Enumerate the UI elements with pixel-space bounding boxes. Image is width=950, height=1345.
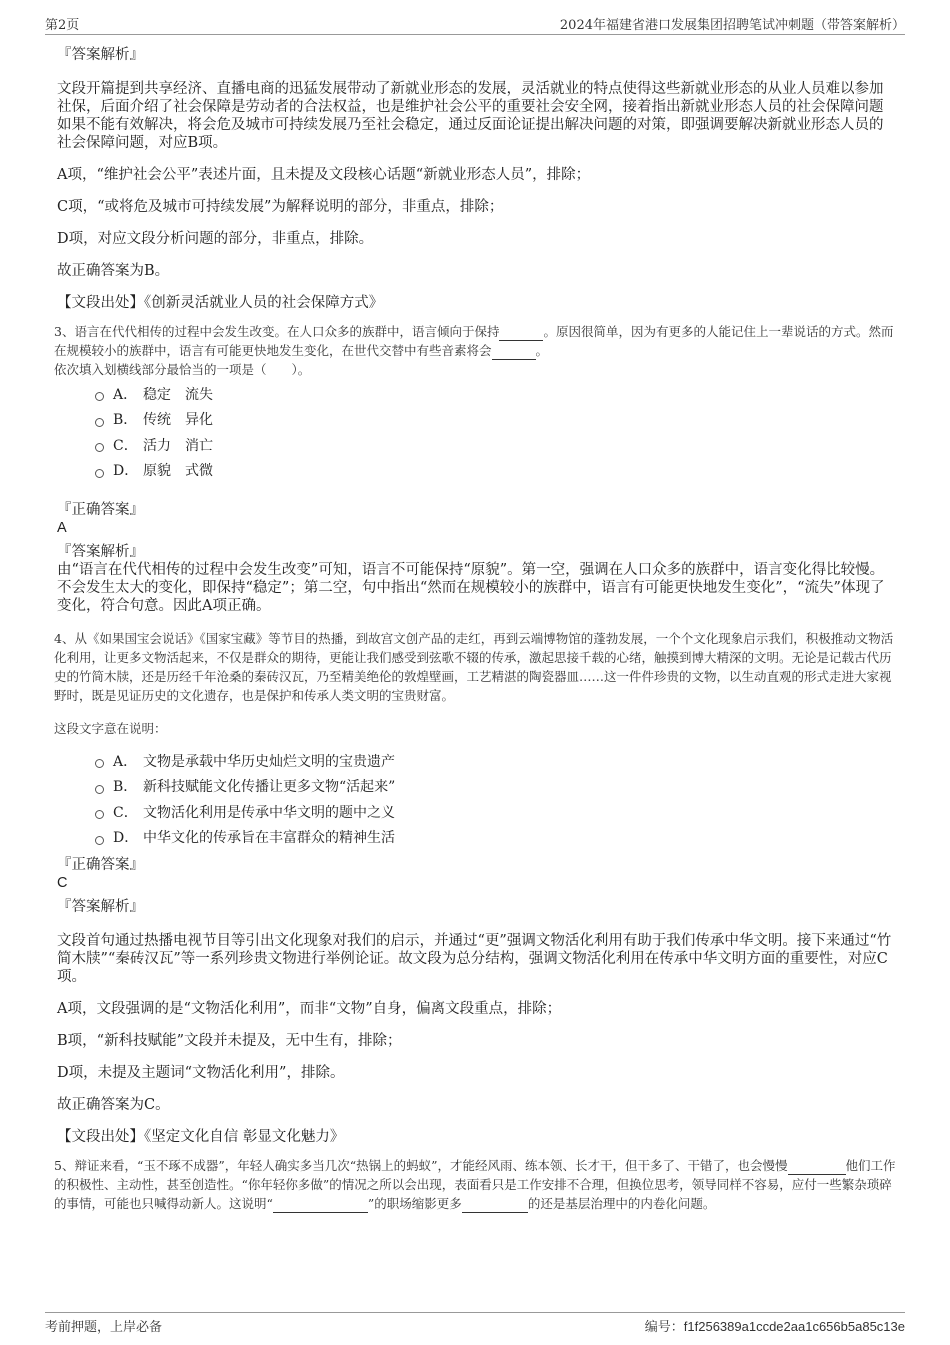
analysis-text: 文段开篇提到共享经济、直播电商的迅猛发展带动了新就业形态的发展，灵活就业的特点使得这些新就业形态的从业人员难以参加社保，后面介绍了社会保障是劳动者的合法权益，也是维护社会公平的重要社会安全网，接着指出新就业形态人员的社会保障问题如果不能有效解决，将会危及城市可持续发展乃至社会稳定，通过反面论证提出解决问题的对策，即强调要解决新就业形态人员的社会保障问题，对应B项。 [57,81,884,151]
document-title: 2024年福建省港口发展集团招聘笔试冲刺题（带答案解析） [559,18,905,33]
question-4-prompt: 这段文字意在说明： [54,721,167,736]
radio-icon[interactable] [95,418,104,427]
analysis-option-a: A项，“维护社会公平”表述片面，且未提及文段核心话题“新就业形态人员”，排除； [57,167,591,183]
answer-label: 『正确答案』 [57,502,144,518]
question-4-options [95,748,897,850]
analysis-option-b: B项，“新科技赋能”文段并未提及，无中生有，排除； [57,1033,402,1049]
analysis-option-d: D项，未提及主题词“文物活化利用”，排除。 [57,1065,345,1081]
option-c[interactable]: C． 文物活化利用是传承中华文明的题中之义 [95,799,897,825]
question-3-options [95,381,897,483]
radio-icon[interactable] [95,785,104,794]
answer-value: A [57,520,67,536]
analysis-conclusion: 故正确答案为B。 [57,263,170,279]
answer-value: C [57,875,68,891]
radio-icon[interactable] [95,759,104,768]
blank-line [492,345,536,360]
document-code: 编号：f1f256389a1ccde2aa1c656b5a85c13e [644,1319,905,1334]
analysis-conclusion: 故正确答案为C。 [57,1097,170,1113]
option-b[interactable]: B． 新科技赋能文化传播让更多文物“活起来” [95,774,897,800]
radio-icon[interactable] [95,392,104,401]
analysis-text: 由“语言在代代相传的过程中会发生改变”可知，语言不可能保持“原貌”。第一空，强调在人口众多的族群中，语言变化得比较慢。不会发生太大的变化，即保持“稳定”；第二空，句中指出“然而在规模较小的族群中，语言有可能更快地发生变化”，“流失”体现了变化，符合句意。因此A项正确。 [57,562,885,614]
option-a[interactable]: A． 文物是承载中华历史灿烂文明的宝贵遗产 [95,748,897,774]
source-citation: 【文段出处】《坚定文化自信 彰显文化魅力》 [57,1129,345,1145]
blank-line [499,326,543,341]
footer-slogan: 考前押题，上岸必备 [45,1320,163,1335]
page-content [54,38,897,1213]
radio-icon[interactable] [95,836,104,845]
blank-line [788,1160,846,1175]
option-d[interactable]: D． 中华文化的传承旨在丰富群众的精神生活 [95,825,897,851]
option-b[interactable]: B． 传统 异化 [95,407,897,433]
source-citation: 【文段出处】《创新灵活就业人员的社会保障方式》 [57,295,384,311]
answer-label: 『正确答案』 [57,857,144,873]
radio-icon[interactable] [95,443,104,452]
question-3-prompt: 依次填入划横线部分最恰当的一项是（ ）。 [54,362,311,377]
analysis-label: 『答案解析』 [57,544,144,560]
option-a[interactable]: A． 稳定 流失 [95,381,897,407]
analysis-label: 『答案解析』 [57,899,144,915]
radio-icon[interactable] [95,810,104,819]
option-c[interactable]: C． 活力 消亡 [95,432,897,458]
blank-line [273,1198,368,1213]
question-3-stem: 3、语言在代代相传的过程中会发生改变。在人口众多的族群中，语言倾向于保持 。原因很简单，因为有更多的人能记住上一辈说话的方式。然而在规模较小的族群中，语言有可能更快地发生变化，在世代交替中有些音素将会 。 [54,324,894,358]
analysis-option-a: A项，文段强调的是“文物活化利用”，而非“文物”自身，偏离文段重点，排除； [57,1001,562,1017]
analysis-option-c: C项，“或将危及城市可持续发展”为解释说明的部分，非重点，排除； [57,199,504,215]
analysis-text: 文段首句通过热播电视节目等引出文化现象对我们的启示，并通过“更”强调文物活化利用有助于我们传承中华文明。接下来通过“竹简木牍”“秦砖汉瓦”等一系列珍贵文物进行举例论证。故文段为总分结构，强调文物活化利用在传承中华文明方面的重要性，对应C项。 [57,933,892,985]
analysis-option-d: D项，对应文段分析问题的部分，非重点，排除。 [57,231,374,247]
page-footer [45,1312,905,1341]
radio-icon[interactable] [95,469,104,478]
question-4-stem: 4、从《如果国宝会说话》《国家宝藏》等节目的热播，到故宫文创产品的走红，再到云端博物馆的蓬勃发展，一个个文化现象启示我们，积极推动文物活化利用，让更多文物活起来，不仅是群众的期待，更能让我们感受到弦歌不辍的传承，激起思接千载的心绪，触摸到博大精深的文明。无论是记载古代历史的竹简木牍，还是历经千年沧桑的秦砖汉瓦，乃至精美绝伦的敦煌壁画，工艺精湛的陶瓷器皿……这一件件珍贵的文物，以生动直观的形式走进大家视野时，既是见证历史的文化遗存，也是保护和传承人类文明的宝贵财富。 [54,631,894,703]
option-d[interactable]: D． 原貌 式微 [95,458,897,484]
blank-line [462,1198,528,1213]
question-5-stem: 5、辩证来看，“玉不琢不成器”，年轻人确实多当几次“热锅上的蚂蚁”，才能经风雨、练本领、长才干，但干多了、干错了，也会慢慢 他们工作的积极性、主动性，甚至创造性。“你年轻你多做”的情况之所以会出现，表面看只是工作安排不合理，但换位思考，领导同样不容易，应付一些繁杂琐碎的事情，可能也只喊得动新人。这说明“ ”的职场缩影更多 的还是基层治理中的内卷化问题。 [54,1158,896,1211]
page-number: 第2页 [45,18,80,33]
page-header [45,12,905,35]
analysis-label: 『答案解析』 [57,47,144,63]
